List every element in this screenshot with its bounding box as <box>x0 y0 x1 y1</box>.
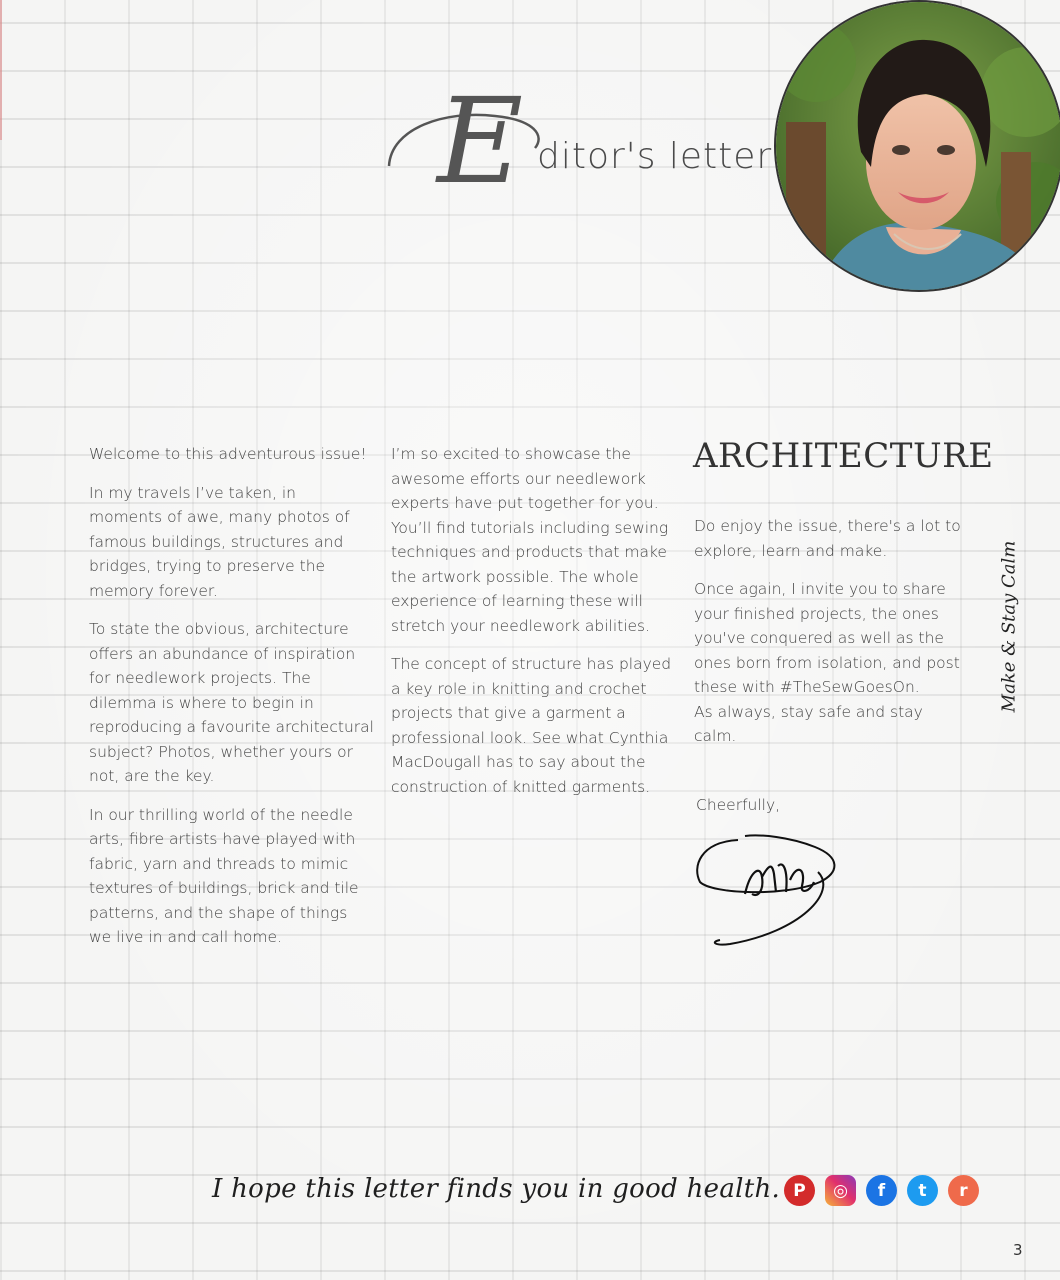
editor-portrait <box>774 0 1060 292</box>
paragraph-architecture: To state the obvious, architecture offers an abundance of inspiration for needlework projects. The dilemma is where to begin in reproducing a favourite architectural subject? Photos, whether yours or not, are the key. <box>89 620 374 785</box>
paragraph-stay-calm: As always, stay safe and stay calm. <box>694 702 923 745</box>
masthead-title: ditor's letter <box>537 136 773 177</box>
column-right <box>694 514 969 763</box>
twitter-icon[interactable]: t <box>907 1175 938 1206</box>
paragraph-structure: The concept of structure has played a key role in knitting and crochet projects that give a garment a professional look. See what Cynthia MacDougall has to say about the construction of knitted garments. <box>391 655 672 796</box>
paragraph-enjoy: Do enjoy the issue, there's a lot to explore, learn and make. <box>694 517 961 560</box>
masthead-initial: E <box>437 72 524 210</box>
section-heading: ARCHITECTURE <box>693 436 994 476</box>
signoff: Cheerfully, <box>696 796 781 814</box>
facebook-icon[interactable]: f <box>866 1175 897 1206</box>
paragraph-needle-arts: In our thrilling world of the needle arts, fibre artists have played with fabric, yarn and threads to mimic textures of buildings, brick and tile patterns, and the shape of things we live in and call home. <box>89 805 359 946</box>
editors-letter-masthead <box>385 72 775 218</box>
paragraph-showcase: I’m so excited to showcase the awesome efforts our needlework experts have put together for you. You’ll find tutorials including sewing techniques and products that make the artwork possible. The whole experience of learning these will stretch your needlework abilities. <box>391 445 669 635</box>
ravelry-icon[interactable]: r <box>948 1175 979 1206</box>
pinterest-icon[interactable]: P <box>784 1175 815 1206</box>
paragraph-welcome: Welcome to this adventurous issue! <box>89 445 367 463</box>
page-edge-mark <box>0 0 2 140</box>
column-middle <box>391 442 676 813</box>
column-left <box>89 442 374 964</box>
page-number: 3 <box>1013 1241 1023 1259</box>
magazine-page: E ditor's letter Welcome to this adventurous issue! In my travels I’ve taken, in moments of awe, many photos of famous buildings, structures and bridges, trying to preserve the memory forever. To state the obvious, architecture offers an abundance of inspiration for needlework projects. The dilemma is where to begin in reproducing a favourite architectural subject? Photos, whether yours or not, are the key. In our thrilling world of the needle arts, fibre artists have played with fabric, yarn and threads to mimic textures of buildings, brick and tile patterns, and the shape of things we live in and call home. I’m so excited to showcase the awesome efforts our needlework experts have put together for you. You’ll find tutorials including sewing techniques and products that make the artwork possible. The whole experience of learning these will stretch your needlework abilities. The concept of structure has played a key role in knitting and crochet projects that give a garment a professional look. See what Cynthia MacDougall has to say about the construction of knitted garments. ARCHITECTURE Do enjoy the issue, there's a lot to explore, learn and make. Once again, I invite you to share your finished projects, the ones you've conquered as well as the ones born from isolation, and post these with #TheSewGoesOn. As always, stay safe and stay calm. Cheerfully, Make & Stay Calm I hope this letter finds you in good health. P ◎ f t r 3 <box>0 0 1060 1280</box>
closing-line: I hope this letter finds you in good health. <box>212 1174 781 1204</box>
editor-signature <box>690 822 850 952</box>
paragraph-travels: In my travels I’ve taken, in moments of awe, many photos of famous buildings, structures and bridges, trying to preserve the memory forever. <box>89 483 350 600</box>
instagram-icon[interactable]: ◎ <box>825 1175 856 1206</box>
paragraph-invite: Once again, I invite you to share your finished projects, the ones you've conquered as well as the ones born from isolation, and post these with #TheSewGoesOn. <box>694 580 960 696</box>
social-links <box>784 1175 979 1206</box>
portrait-image <box>776 2 1060 292</box>
